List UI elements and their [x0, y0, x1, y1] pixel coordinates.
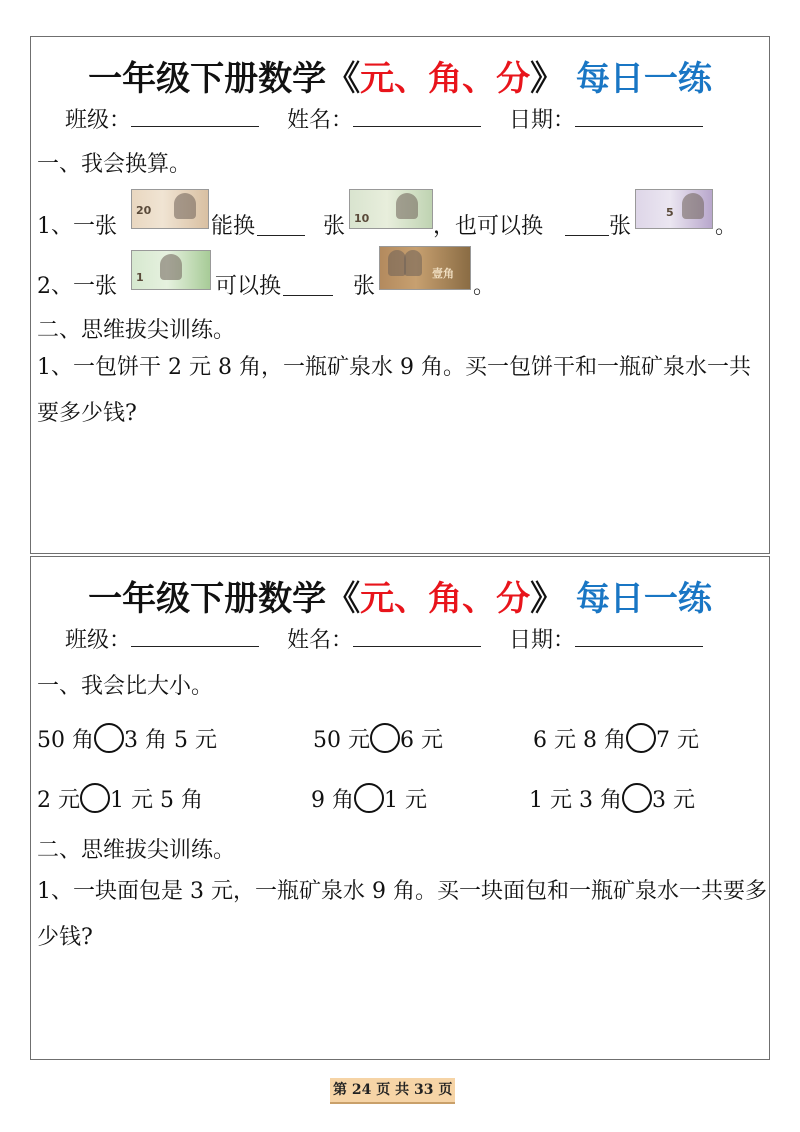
title-text-end: 》: [530, 59, 565, 99]
section-heading: 一、我会换算。: [37, 152, 192, 177]
compare-item: [311, 783, 427, 814]
compare-circle[interactable]: [622, 783, 652, 813]
note-denomination: 1: [136, 271, 144, 284]
q2-prefix: 2、一张: [37, 274, 117, 299]
compare-left: 9 角: [311, 788, 354, 813]
compare-circle[interactable]: [354, 783, 384, 813]
banknote-20-yuan-image: [131, 189, 209, 229]
compare-left: 2 元: [37, 788, 80, 813]
worksheet-2: [30, 556, 770, 1060]
class-label: 班级：: [65, 628, 132, 653]
note-denomination: 10: [354, 212, 370, 225]
compare-item: [313, 723, 443, 754]
title-text: 一年级下册数学《: [88, 579, 361, 619]
compare-item: [533, 723, 699, 754]
q2-end: 。: [473, 274, 496, 299]
q1-answer-blank-2[interactable]: [565, 215, 609, 236]
page-number: 第 24 页 共 33 页: [330, 1078, 455, 1104]
title-text-end: 》: [530, 579, 565, 619]
compare-left: 50 角: [37, 728, 94, 753]
word-problem: 1、一包饼干 2 元 8 角，一瓶矿泉水 9 角。买一包饼干和一瓶矿泉水一共要多少钱?: [37, 355, 751, 426]
banknote-1-jiao-image: [379, 246, 471, 290]
info-row: [65, 623, 703, 654]
q2-text: 可以换: [215, 274, 282, 299]
q1-text: ，也可以换: [433, 214, 544, 239]
compare-item: [37, 783, 203, 814]
note-denomination: 5: [666, 206, 674, 219]
compare-circle[interactable]: [626, 723, 656, 753]
worksheet-1: [30, 36, 770, 554]
portrait-icon: [404, 250, 422, 276]
q1-text: 张: [609, 214, 632, 239]
portrait-icon: [174, 193, 196, 219]
banknote-5-yuan-image: [635, 189, 713, 229]
answer-area[interactable]: [35, 963, 763, 1055]
name-field[interactable]: [353, 626, 481, 647]
worksheet-title: [31, 571, 769, 620]
compare-right: 6 元: [400, 728, 443, 753]
banknote-10-yuan-image: [349, 189, 433, 229]
answer-area[interactable]: [35, 443, 763, 543]
compare-right: 1 元 5 角: [110, 788, 203, 813]
worksheet-title: [31, 51, 769, 100]
banknote-1-yuan-image: [131, 250, 211, 290]
name-field[interactable]: [353, 106, 481, 127]
name-label: 姓名：: [287, 628, 354, 653]
date-field[interactable]: [575, 626, 703, 647]
date-label: 日期：: [509, 108, 576, 133]
title-red-text: 元、角、分: [360, 59, 531, 99]
info-row: [65, 103, 703, 134]
q1-text: 能换: [211, 214, 256, 239]
section-heading: 一、我会比大小。: [37, 674, 214, 699]
title-blue-text: 每日一练: [575, 579, 712, 619]
class-field[interactable]: [131, 626, 259, 647]
word-problem: 1、一块面包是 3 元，一瓶矿泉水 9 角。买一块面包和一瓶矿泉水一共要多少钱?: [37, 879, 767, 950]
compare-left: 1 元 3 角: [529, 788, 622, 813]
note-denomination: 20: [136, 204, 152, 217]
section-heading: 二、思维拔尖训练。: [37, 318, 236, 343]
compare-circle[interactable]: [94, 723, 124, 753]
compare-right: 1 元: [384, 788, 427, 813]
q1-prefix: 1、一张: [37, 214, 117, 239]
q1-answer-blank-1[interactable]: [257, 215, 305, 236]
note-denomination: 壹角: [432, 267, 454, 280]
title-text: 一年级下册数学《: [88, 59, 361, 99]
compare-right: 7 元: [655, 728, 699, 753]
compare-item: [529, 783, 695, 814]
date-field[interactable]: [575, 106, 703, 127]
portrait-icon: [682, 193, 704, 219]
compare-item: [37, 723, 217, 754]
title-blue-text: 每日一练: [575, 59, 712, 99]
title-red-text: 元、角、分: [360, 579, 531, 619]
q2-answer-blank[interactable]: [283, 275, 333, 296]
compare-circle[interactable]: [80, 783, 110, 813]
name-label: 姓名：: [287, 108, 354, 133]
portrait-icon: [396, 193, 418, 219]
class-field[interactable]: [131, 106, 259, 127]
portrait-icon: [160, 254, 182, 280]
compare-left: 50 元: [313, 728, 370, 753]
compare-right: 3 元: [651, 788, 695, 813]
q2-text: 张: [353, 274, 376, 299]
class-label: 班级：: [65, 108, 132, 133]
q1-text: 张: [323, 214, 346, 239]
section-heading: 二、思维拔尖训练。: [37, 838, 236, 863]
date-label: 日期：: [509, 628, 576, 653]
q1-end: 。: [715, 214, 738, 239]
compare-left: 6 元 8 角: [533, 728, 626, 753]
compare-circle[interactable]: [370, 723, 400, 753]
compare-right: 3 角 5 元: [124, 728, 217, 753]
